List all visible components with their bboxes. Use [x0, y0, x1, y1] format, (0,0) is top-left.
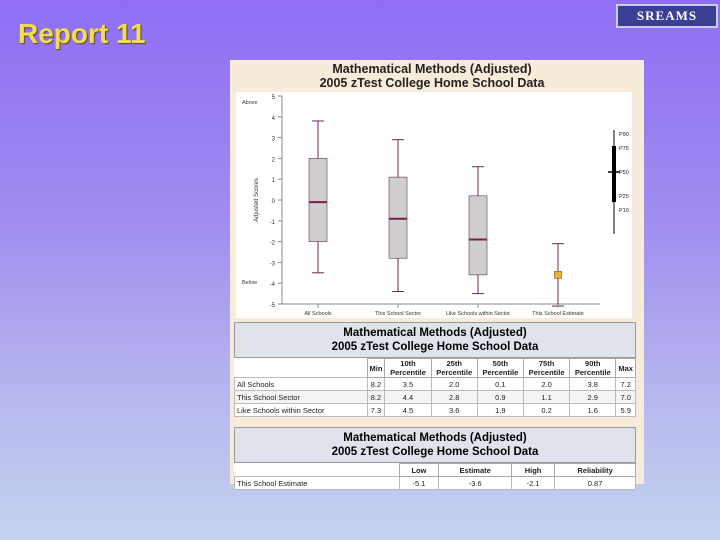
row-label: All Schools	[235, 378, 368, 391]
box	[389, 177, 407, 258]
y-tick-label: 4	[271, 115, 275, 122]
report-panel	[230, 60, 644, 488]
cell: 3.5	[385, 378, 431, 391]
row-label: This School Estimate	[235, 477, 400, 490]
cell: 1.1	[523, 391, 569, 404]
y-tick-label: -3	[269, 261, 275, 268]
header-high: High	[511, 464, 554, 477]
corner-label-bottom: Below	[242, 280, 257, 286]
y-tick-label: 1	[271, 178, 275, 185]
percentile-table-title	[234, 322, 636, 358]
cell: 3.6	[431, 404, 477, 417]
header-min: Min	[367, 359, 385, 378]
legend-label: P25	[619, 194, 629, 200]
box-plot-chart	[230, 90, 634, 320]
header-max: Max	[616, 359, 636, 378]
y-tick-label: 0	[271, 199, 275, 205]
legend-key-box	[612, 146, 616, 202]
percentile-table-header	[235, 359, 636, 378]
estimate-table-title-line1: Mathematical Methods (Adjusted)	[343, 432, 527, 444]
cell: 3.8	[570, 378, 616, 391]
cell: 7.3	[367, 404, 385, 417]
box	[309, 158, 327, 241]
table-row	[235, 378, 636, 391]
sreams-logo: SREAMS	[616, 4, 718, 28]
row-label: Like Schools within Sector	[235, 404, 368, 417]
estimate-table-title-line2: 2005 zTest College Home School Data	[331, 446, 539, 458]
percentile-table	[234, 322, 636, 417]
legend-label: P90	[619, 132, 629, 138]
cell: 4.5	[385, 404, 431, 417]
cell: 0.1	[477, 378, 523, 391]
cell: 2.9	[570, 391, 616, 404]
header-estimate: Estimate	[439, 464, 511, 477]
percentile-table-title-line2: 2005 zTest College Home School Data	[331, 341, 539, 353]
box	[469, 196, 487, 275]
cell: -2.1	[511, 477, 554, 490]
cell: 2.0	[431, 378, 477, 391]
y-tick-label: 5	[271, 95, 275, 101]
header-reliability: Reliability	[555, 464, 636, 477]
cell: 2.8	[431, 391, 477, 404]
y-tick-label: 2	[271, 157, 275, 164]
x-tick-label: Like Schools within Sector	[445, 311, 511, 317]
cell: 1.6	[570, 404, 616, 417]
header-p50: 50th Percentile	[477, 359, 523, 378]
x-tick-label: This School Estimate	[532, 311, 584, 317]
estimate-table-title	[234, 427, 636, 463]
corner-label-top: Above	[242, 100, 258, 106]
cell: 8.2	[367, 378, 385, 391]
cell: 1.9	[477, 404, 523, 417]
header-low: Low	[399, 464, 439, 477]
cell: 5.9	[616, 404, 636, 417]
table-row	[235, 477, 636, 490]
y-tick-label: -2	[269, 240, 275, 247]
estimate-table	[234, 427, 636, 490]
cell: 7.0	[616, 391, 636, 404]
cell: 0.87	[555, 477, 636, 490]
cell: 0.2	[523, 404, 569, 417]
legend-label: P10	[619, 208, 629, 214]
legend-label: P75	[619, 146, 629, 152]
cell: 0.9	[477, 391, 523, 404]
plot-background	[236, 92, 632, 318]
chart-title	[230, 62, 634, 90]
cell: 7.2	[616, 378, 636, 391]
header-p10: 10th Percentile	[385, 359, 431, 378]
table-row	[235, 404, 636, 417]
chart-title-line2: 2005 zTest College Home School Data	[319, 76, 545, 90]
slide-title: Report 11	[18, 18, 146, 49]
y-tick-label: -5	[269, 303, 275, 309]
cell: -5.1	[399, 477, 439, 490]
chart-title-line1: Mathematical Methods (Adjusted)	[332, 62, 532, 76]
y-tick-label: -1	[269, 219, 275, 226]
cell: -3.6	[439, 477, 511, 490]
x-tick-label: This School Sector	[374, 311, 422, 317]
table-row	[235, 391, 636, 404]
y-tick-label: 3	[271, 136, 275, 143]
percentile-table-title-line1: Mathematical Methods (Adjusted)	[343, 327, 527, 339]
y-axis-label: Adjusted Scores	[254, 178, 260, 222]
header-p90: 90th Percentile	[570, 359, 616, 378]
cell: 4.4	[385, 391, 431, 404]
cell: 2.0	[523, 378, 569, 391]
cell: 8.2	[367, 391, 385, 404]
estimate-table-header	[235, 464, 636, 477]
y-tick-label: -4	[269, 282, 275, 289]
x-tick-label: All Schools	[304, 311, 332, 317]
legend-label: P50	[619, 170, 629, 176]
header-p75: 75th Percentile	[523, 359, 569, 378]
estimate-marker	[555, 271, 562, 278]
row-label: This School Sector	[235, 391, 368, 404]
header-p25: 25th Percentile	[431, 359, 477, 378]
